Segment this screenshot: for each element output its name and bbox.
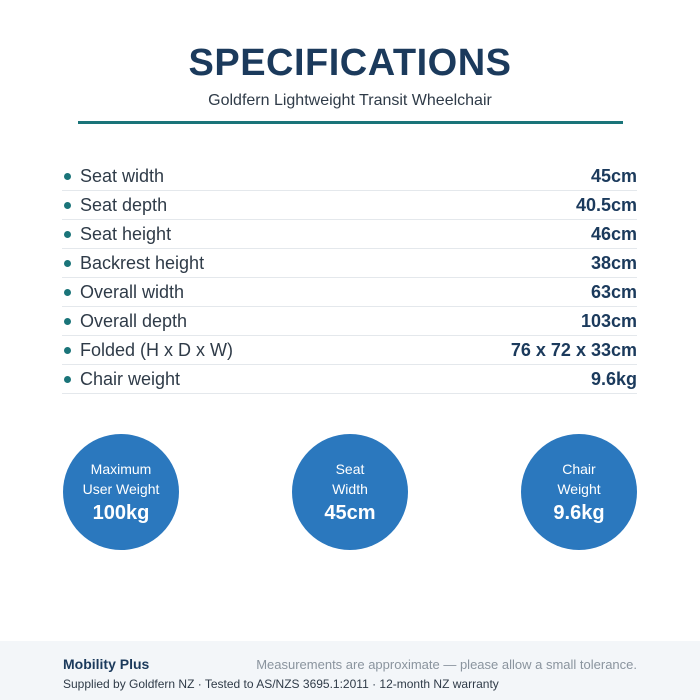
bullet-icon xyxy=(64,260,71,267)
bullet-icon xyxy=(64,202,71,209)
page-subtitle: Goldfern Lightweight Transit Wheelchair xyxy=(208,92,492,109)
page-title: SPECIFICATIONS xyxy=(188,42,512,84)
spec-value: 46cm xyxy=(590,223,637,244)
badge-value: 9.6kg xyxy=(553,501,605,524)
spec-value: 63cm xyxy=(590,281,637,302)
spec-label: Folded (H x D x W) xyxy=(80,339,234,360)
bullet-icon xyxy=(64,173,71,180)
badge-label: Chair Weight xyxy=(557,460,601,497)
bullet-icon xyxy=(64,289,71,296)
spec-value: 9.6kg xyxy=(590,368,637,389)
badge-value: 45cm xyxy=(324,501,376,524)
spec-label: Chair weight xyxy=(80,368,181,389)
spec-row-seat-height xyxy=(62,220,637,249)
spec-list xyxy=(62,162,637,394)
spec-row-backrest-height xyxy=(62,249,637,278)
bullet-icon xyxy=(64,376,71,383)
badge-seat-width xyxy=(292,434,408,550)
footer-brand: Mobility Plus xyxy=(63,656,150,672)
spec-label: Seat width xyxy=(80,165,165,186)
spec-value: 40.5cm xyxy=(575,194,637,215)
spec-label: Overall depth xyxy=(80,310,188,331)
spec-value: 103cm xyxy=(580,310,637,331)
footer-supplier-info: Supplied by Goldfern NZ · Tested to AS/NZS 3695.1:2011 · 12-month NZ warranty xyxy=(63,677,499,691)
spec-value: 76 x 72 x 33cm xyxy=(510,339,637,360)
spec-label: Backrest height xyxy=(80,252,205,273)
bullet-icon xyxy=(64,347,71,354)
badge-value: 100kg xyxy=(92,501,150,524)
spec-row-overall-width xyxy=(62,278,637,307)
spec-row-seat-depth xyxy=(62,191,637,220)
spec-value: 45cm xyxy=(590,165,637,186)
badge-chair-weight xyxy=(521,434,637,550)
spec-label: Seat height xyxy=(80,223,172,244)
bullet-icon xyxy=(64,318,71,325)
footer xyxy=(0,641,700,700)
spec-value: 38cm xyxy=(590,252,637,273)
spec-label: Seat depth xyxy=(80,194,168,215)
spec-row-overall-depth xyxy=(62,307,637,336)
title-divider xyxy=(78,121,623,124)
spec-row-folded xyxy=(62,336,637,365)
spec-label: Overall width xyxy=(80,281,185,302)
spec-row-chair-weight xyxy=(62,365,637,394)
footer-disclaimer: Measurements are approximate — please allow a small tolerance. xyxy=(256,657,637,672)
bullet-icon xyxy=(64,231,71,238)
badge-label: Maximum User Weight xyxy=(82,460,160,497)
spec-row-seat-width xyxy=(62,162,637,191)
badge-max-user-weight xyxy=(63,434,179,550)
badge-label: Seat Width xyxy=(332,460,368,497)
